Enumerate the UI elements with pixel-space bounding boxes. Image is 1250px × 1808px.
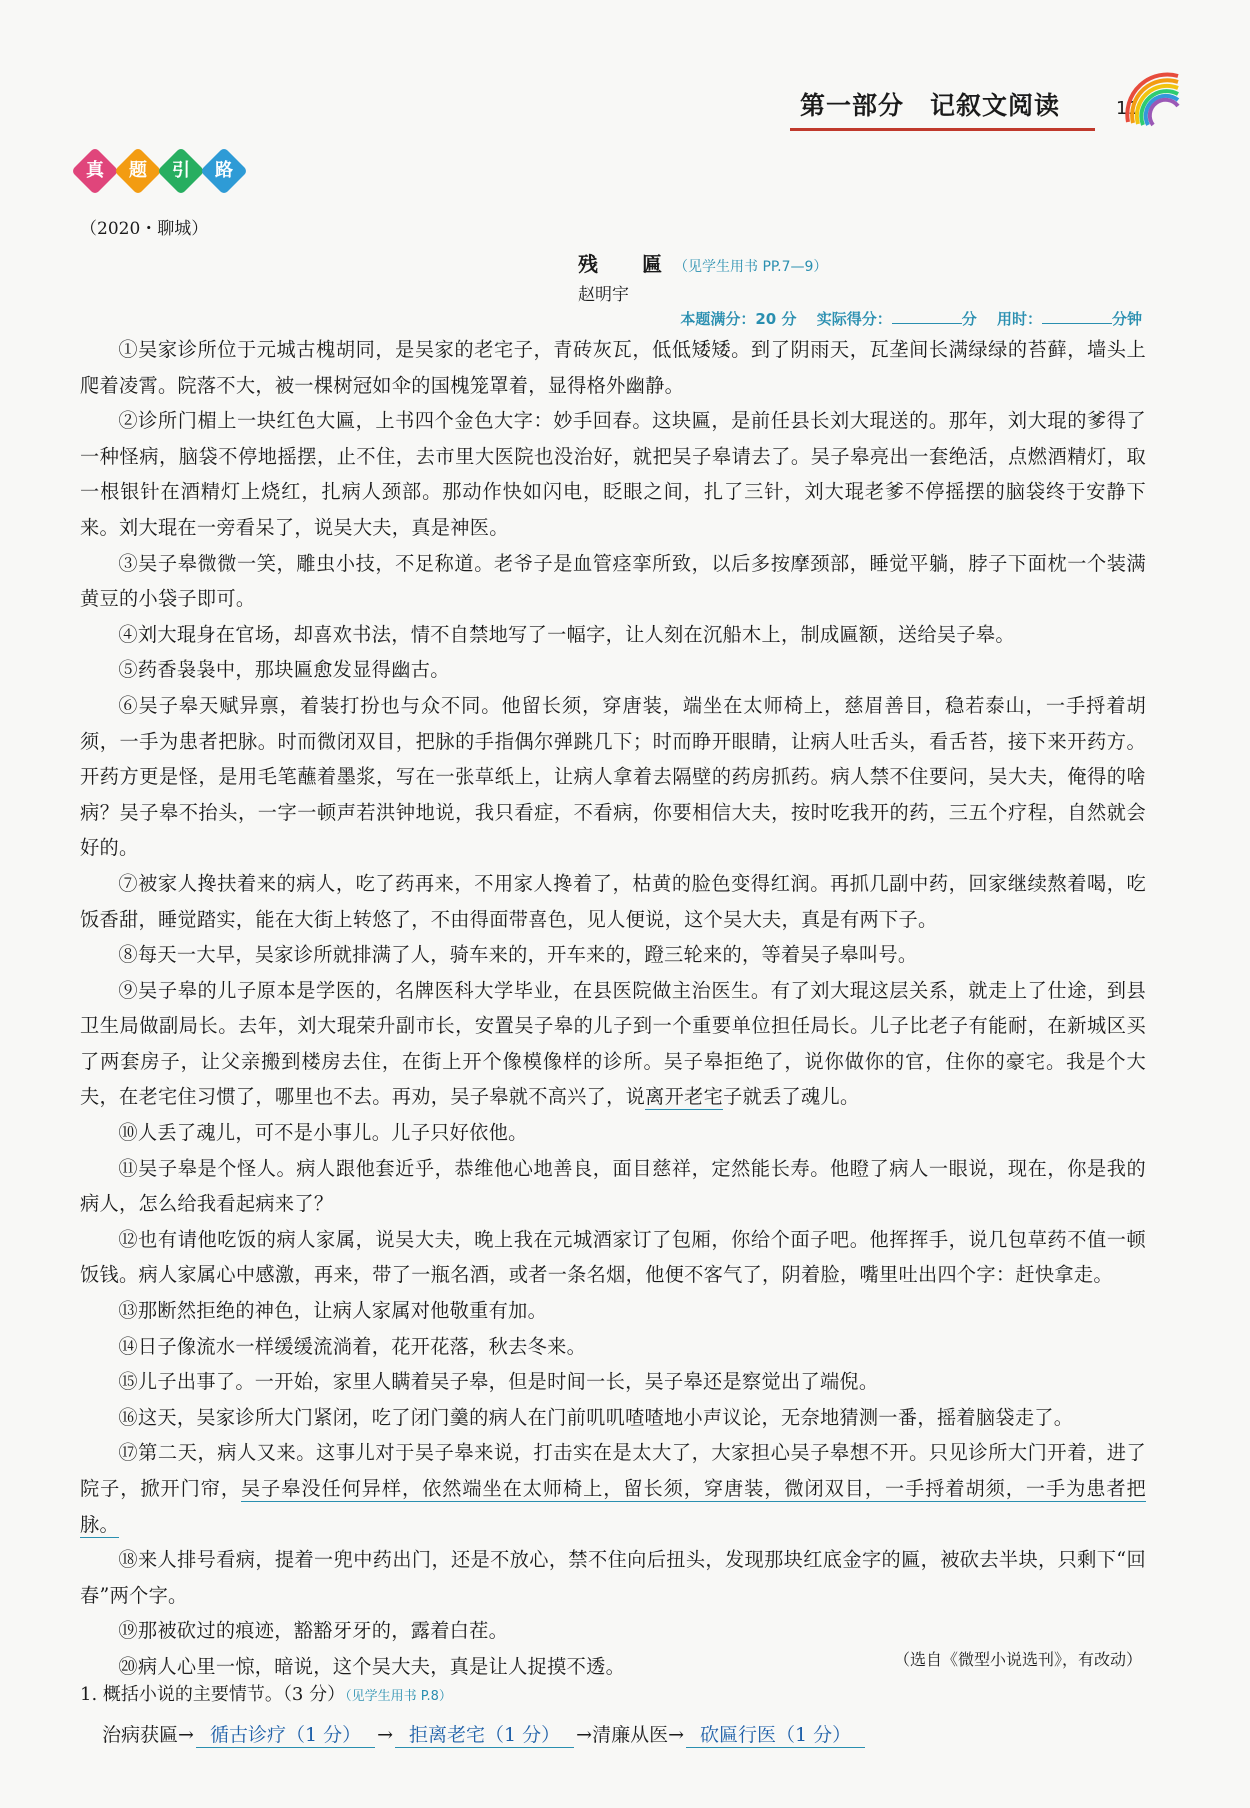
answer-1[interactable]: 循古诊疗（1 分） xyxy=(196,1720,375,1748)
paragraph-13: ⑬那断然拒绝的神色，让病人家属对他敬重有加。 xyxy=(118,1299,548,1323)
paragraph-19: ⑲那被砍过的痕迹，豁豁牙牙的，露着白茬。 xyxy=(118,1619,509,1643)
exam-source: （2020・聊城） xyxy=(80,219,209,239)
paragraph-9: ⑨吴子皋的儿子原本是学医的，名牌医科大学毕业，在县医院做主治医生。有了刘大琨这层关系，就走上了仕途，到县卫生局做副局长。去年，刘大琨荣升副市长，安置吴子皋的儿子到一个重要单位担任局长。儿子比老子有能耐，在新城区买了两套房子，让父亲搬到楼房去住，在街上开个像模像样的诊所。吴子皋拒绝了，说你做你的官，住你的豪宅。我是个大夫，在老宅住习惯了，哪里也不去。再劝，吴子皋就不高兴了，说离开老宅子就丢了魂儿。 xyxy=(80,978,1146,1109)
flow-arrow: → xyxy=(576,1724,593,1746)
article-credit: （选自《微型小说选刊》，有改动） xyxy=(893,1650,1142,1669)
section-badges xyxy=(78,154,245,194)
score-line: 本题满分：20 分 实际得分： 分 用时： 分钟 xyxy=(680,310,1142,328)
question-1: 1. 概括小说的主要情节。（3 分）（见学生用书 P.8） xyxy=(80,1684,452,1705)
flow-middle: 清廉从医 xyxy=(592,1724,669,1746)
paragraph-14: ⑭日子像流水一样缓缓流淌着，花开花落，秋去冬来。 xyxy=(118,1334,587,1358)
underline-phrase: 离开老宅 xyxy=(645,1085,724,1109)
answer-3[interactable]: 砍匾行医（1 分） xyxy=(686,1720,865,1748)
paragraph-1: ①吴家诊所位于元城古槐胡同，是吴家的老宅子，青砖灰瓦，低低矮矮。到了阴雨天，瓦垄间长满绿绿的苔藓，墙头上爬着凌霄。院落不大，被一棵树冠如伞的国槐笼罩着，显得格外幽静。 xyxy=(80,338,1146,397)
answer-2[interactable]: 拒离老宅（1 分） xyxy=(395,1720,574,1748)
time-blank[interactable] xyxy=(1042,309,1112,324)
plot-flow xyxy=(102,1720,867,1748)
badge-ti: 题 xyxy=(114,147,162,195)
paragraph-18: ⑱来人排号看病，提着一兜中药出门，还是不放心，禁不住向后扭头，发现那块红底金字的匾，被砍去半块，只剩下“回春”两个字。 xyxy=(80,1548,1146,1607)
underline-sentence: 吴子皋没任何异样，依然端坐在太师椅上，留长须，穿唐装，微闭双目，一手捋着胡须，一手为患者把脉。 xyxy=(80,1477,1147,1536)
article-title: 残 匾 xyxy=(578,252,674,276)
flow-arrow: → xyxy=(178,1724,194,1746)
paragraph-20: ⑳病人心里一惊，暗说，这个吴大夫，真是让人捉摸不透。 xyxy=(118,1654,626,1678)
flow-arrow: → xyxy=(377,1724,393,1746)
rainbow-icon xyxy=(1122,62,1182,127)
page-header xyxy=(790,86,1090,126)
score-blank[interactable] xyxy=(892,309,962,324)
paragraph-4: ④刘大琨身在官场，却喜欢书法，情不自禁地写了一幅字，让人刻在沉船木上，制成匾额，送给吴子皋。 xyxy=(118,622,1015,646)
flow-arrow: → xyxy=(668,1724,684,1746)
section-title: 第一部分 记叙文阅读 xyxy=(800,91,1061,120)
paragraph-15: ⑮儿子出事了。一开始，家里人瞒着吴子皋，但是时间一长，吴子皋还是察觉出了端倪。 xyxy=(118,1370,879,1394)
paragraph-2: ②诊所门楣上一块红色大匾，上书四个金色大字：妙手回春。这块匾，是前任县长刘大琨送的。那年，刘大琨的爹得了一种怪病，脑袋不停地摇摆，止不住，去市里大医院也没治好，就把吴子皋请去了。吴子皋亮出一套绝活，点燃酒精灯，取一根银针在酒精灯上烧红，扎病人颈部。那动作快如闪电，眨眼之间，扎了三针，刘大琨老爹不停摇摆的脑袋终于安静下来。刘大琨在一旁看呆了，说吴大夫，真是神医。 xyxy=(80,409,1146,539)
paragraph-3: ③吴子皋微微一笑，雕虫小技，不足称道。老爷子是血管痉挛所致，以后多按摩颈部，睡觉平躺，脖子下面枕一个装满黄豆的小袋子即可。 xyxy=(80,551,1146,611)
paragraph-17: ⑰第二天，病人又来。这事儿对于吴子皋来说，打击实在是太大了，大家担心吴子皋想不开。只见诊所大门开着，进了院子，掀开门帘，吴子皋没任何异样，依然端坐在太师椅上，留长须，穿唐装，微闭双目，一手捋着胡须，一手为患者把脉。 xyxy=(80,1441,1147,1536)
question-ref: （见学生用书 P.8） xyxy=(345,1689,452,1704)
page-number: 11 xyxy=(1116,98,1139,119)
paragraph-16: ⑯这天，吴家诊所大门紧闭，吃了闭门羹的病人在门前叽叽喳喳地小声议论，无奈地猜测一番，摇着脑袋走了。 xyxy=(118,1405,1074,1429)
article-ref: （见学生用书 PP.7—9） xyxy=(674,259,828,275)
article-title-line xyxy=(578,248,827,277)
article-author: 赵明宇 xyxy=(578,285,629,305)
article-body xyxy=(80,332,1146,1685)
header-divider xyxy=(790,128,1095,131)
paragraph-7: ⑦被家人搀扶着来的病人，吃了药再来，不用家人搀着了，枯黄的脸色变得红润。再抓几副中药，回家继续熬着喝，吃饭香甜，睡觉踏实，能在大街上转悠了，不由得面带喜色，见人便说，这个吴大夫，真是有两下子。 xyxy=(80,871,1146,931)
paragraph-6: ⑥吴子皋天赋异禀，着装打扮也与众不同。他留长须，穿唐装，端坐在太师椅上，慈眉善目，稳若泰山，一手捋着胡须，一手为患者把脉。时而微闭双目，把脉的手指偶尔弹跳几下；时而睁开眼睛，让病人吐舌头，看舌苔，接下来开药方。开药方更是怪，是用毛笔蘸着墨浆，写在一张草纸上，让病人拿着去隔壁的药房抓药。病人禁不住要问，吴大夫，俺得的啥病？吴子皋不抬头，一字一顿声若洪钟地说，我只看症，不看病，你要相信大夫，按时吃我开的药，三五个疗程，自然就会好的。 xyxy=(80,693,1146,860)
paragraph-10: ⑩人丢了魂儿，可不是小事儿。儿子只好依他。 xyxy=(118,1121,528,1145)
paragraph-12: ⑫也有请他吃饭的病人家属，说吴大夫，晚上我在元城酒家订了包厢，你给个面子吧。他挥挥手，说几包草药不值一顿饭钱。病人家属心中感激，再来，带了一瓶名酒，或者一条名烟，他便不客气了，阴着脸，嘴里吐出四个字：赶快拿走。 xyxy=(80,1227,1146,1287)
paragraph-8: ⑧每天一大早，吴家诊所就排满了人，骑车来的，开车来的，蹬三轮来的，等着吴子皋叫号。 xyxy=(118,943,918,967)
badge-lu: 路 xyxy=(200,147,248,195)
badge-yin: 引 xyxy=(157,147,205,195)
flow-start: 治病获匾 xyxy=(102,1724,179,1746)
paragraph-5: ⑤药香袅袅中，那块匾愈发显得幽古。 xyxy=(118,658,450,682)
badge-zhen: 真 xyxy=(71,147,119,195)
paragraph-11: ⑪吴子皋是个怪人。病人跟他套近乎，恭维他心地善良，面目慈祥，定然能长寿。他瞪了病人一眼说，现在，你是我的病人，怎么给我看起病来了？ xyxy=(80,1156,1146,1216)
